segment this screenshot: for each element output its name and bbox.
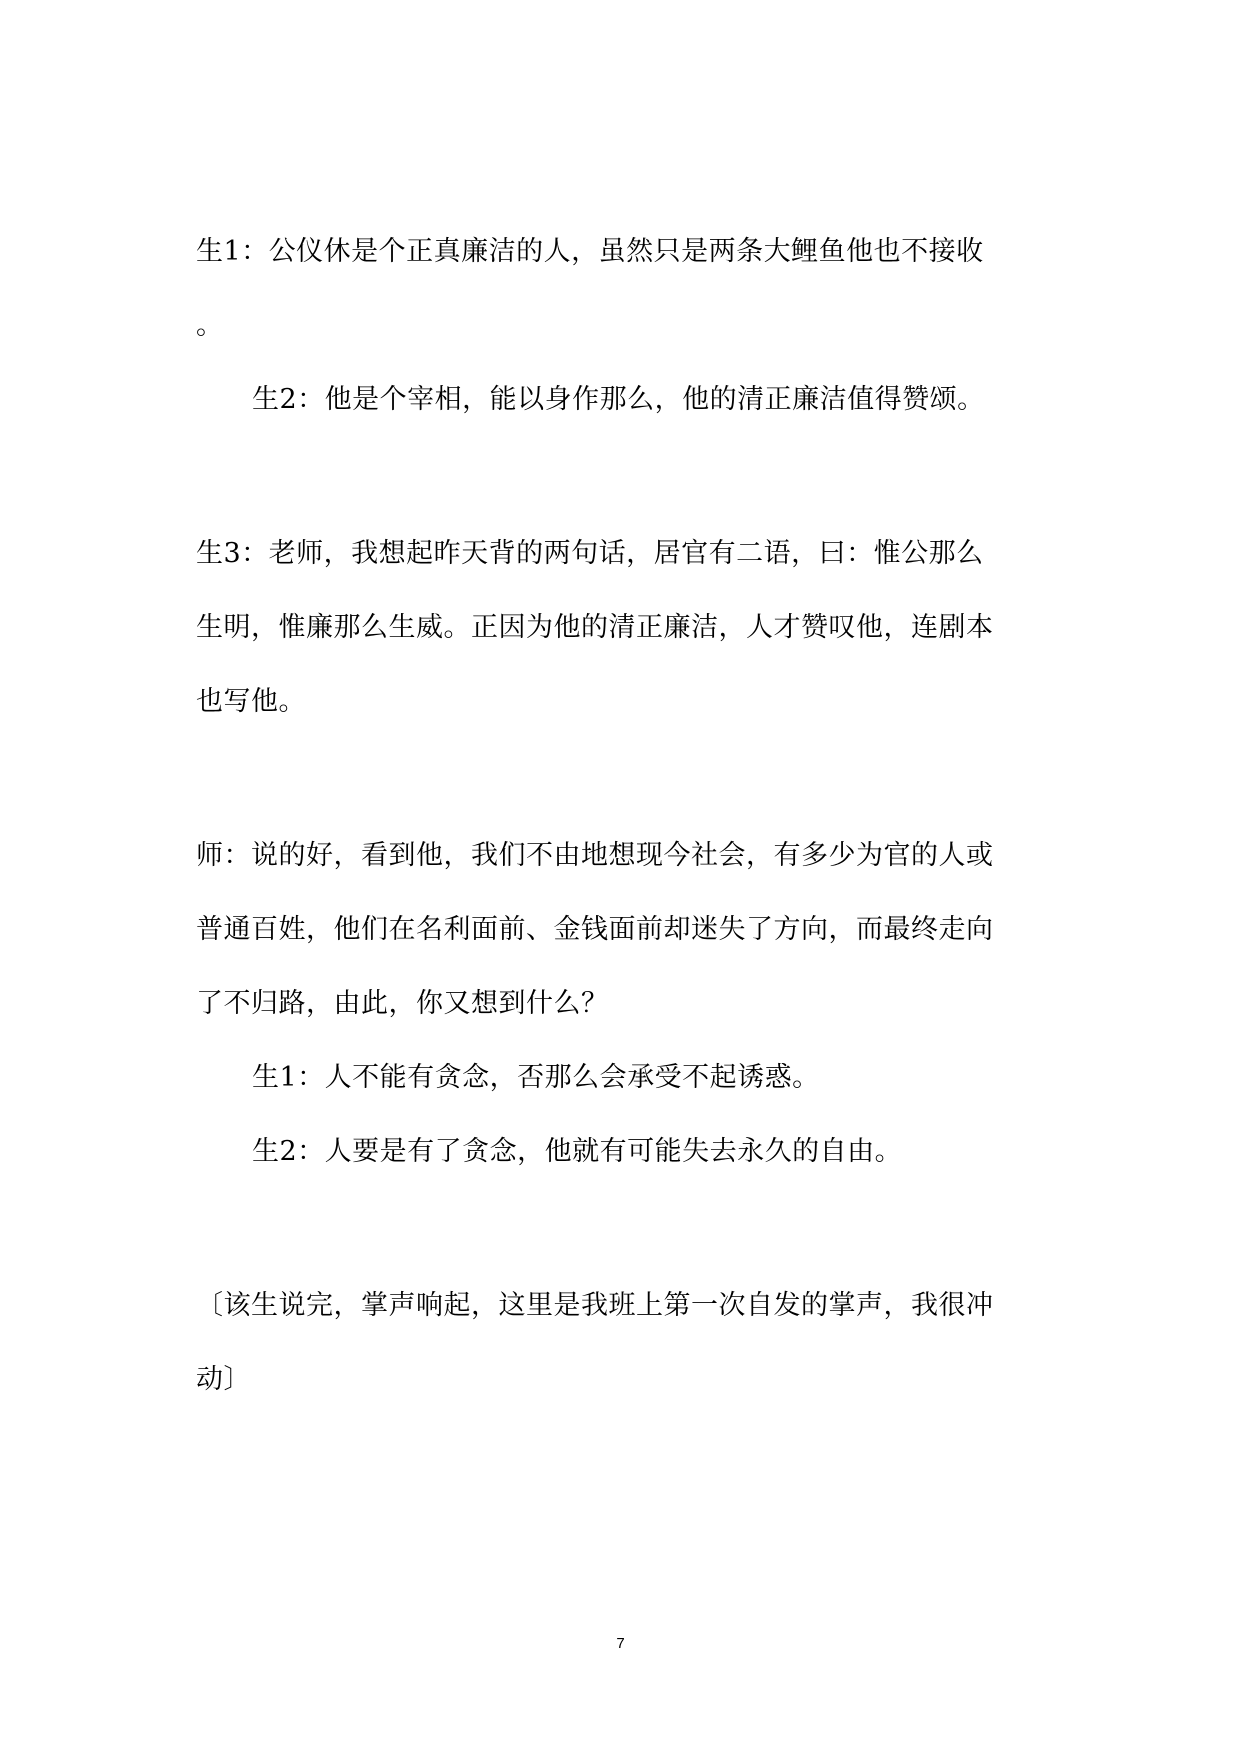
text-line-student2-reply: 生2：人要是有了贪念，他就有可能失去永久的自由。 xyxy=(252,1136,903,1167)
text-line-student1-b: 。 xyxy=(196,310,224,341)
page-number: 7 xyxy=(616,1635,625,1652)
text-line-student3-c: 也写他。 xyxy=(196,686,306,717)
text-line-note-b: 动〕 xyxy=(196,1364,251,1395)
text-line-teacher-c: 了不归路，由此，你又想到什么？ xyxy=(196,988,609,1019)
text-line-student3-b: 生明，惟廉那么生威。正因为他的清正廉洁，人才赞叹他，连剧本 xyxy=(196,612,994,643)
text-line-teacher-b: 普通百姓，他们在名利面前、金钱面前却迷失了方向，而最终走向 xyxy=(196,914,994,945)
text-line-student1-reply: 生1：人不能有贪念，否那么会承受不起诱惑。 xyxy=(252,1062,820,1093)
text-line-student2: 生2：他是个宰相，能以身作那么，他的清正廉洁值得赞颂。 xyxy=(252,384,985,415)
text-line-teacher-a: 师：说的好，看到他，我们不由地想现今社会，有多少为官的人或 xyxy=(196,840,994,871)
text-line-note-a: 〔该生说完，掌声响起，这里是我班上第一次自发的掌声，我很冲 xyxy=(196,1290,994,1321)
text-line-student1-a: 生1：公仪休是个正真廉洁的人，虽然只是两条大鲤鱼他也不接收 xyxy=(196,236,984,267)
text-line-student3-a: 生3：老师，我想起昨天背的两句话，居官有二语，曰：惟公那么 xyxy=(196,538,984,569)
